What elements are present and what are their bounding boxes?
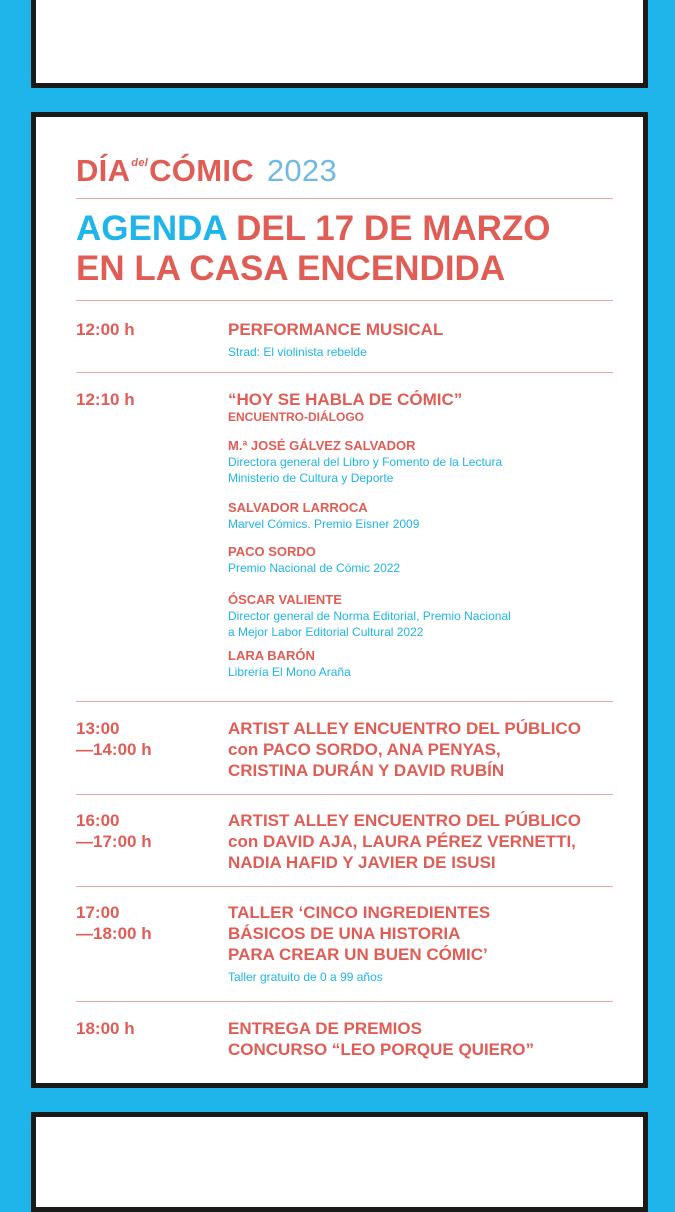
event-title: con DAVID AJA, LAURA PÉREZ VERNETTI,: [228, 832, 576, 851]
event-title: NADIA HAFID Y JAVIER DE ISUSI: [228, 853, 496, 872]
speaker: [228, 648, 613, 680]
event-time: [76, 810, 152, 852]
event-subtitle: ENCUENTRO-DIÁLOGO: [228, 410, 364, 424]
speaker: [228, 544, 613, 576]
event-title: CONCURSO “LEO PORQUE QUIERO”: [228, 1040, 535, 1059]
brand-del: del: [131, 157, 149, 169]
event-title: ARTIST ALLEY ENCUENTRO DEL PÚBLICO: [228, 811, 581, 830]
event-title: con PACO SORDO, ANA PENYAS,: [228, 740, 501, 759]
speaker-name: ÓSCAR VALIENTE: [228, 592, 342, 607]
speaker-role: Librería El Mono Araña: [228, 665, 351, 679]
speaker-role: Directora general del Libro y Fomento de la Lectura: [228, 455, 503, 469]
event-time-end: —14:00 h: [76, 740, 152, 759]
event-title: PERFORMANCE MUSICAL: [228, 320, 444, 339]
divider: [76, 1001, 613, 1002]
event-title: CRISTINA DURÁN Y DAVID RUBÍN: [228, 761, 505, 780]
event-title: PARA CREAR UN BUEN CÓMIC’: [228, 945, 488, 964]
speaker: [228, 438, 613, 486]
speaker-role: Director general de Norma Editorial, Premio Nacional: [228, 609, 511, 623]
divider: [76, 886, 613, 887]
event-time-end: —18:00 h: [76, 924, 152, 943]
event-time: [76, 718, 152, 760]
event-title: ENTREGA DE PREMIOS: [228, 1019, 422, 1038]
event-time: 12:00 h: [76, 320, 135, 339]
brand-comic: CÓMIC: [149, 153, 254, 188]
speaker-role: a Mejor Labor Editorial Cultural 2022: [228, 625, 424, 639]
event-brand: [76, 153, 337, 189]
headline-venue: EN LA CASA ENCENDIDA: [76, 249, 506, 288]
speaker-role: Ministerio de Cultura y Deporte: [228, 471, 394, 485]
divider: [76, 372, 613, 373]
event-title: ARTIST ALLEY ENCUENTRO DEL PÚBLICO: [228, 719, 581, 738]
event-time-start: 13:00: [76, 719, 120, 738]
headline-date: DEL 17 DE MARZO: [236, 209, 551, 248]
top-card: [31, 0, 648, 88]
speaker-role: Marvel Cómics. Premio Eisner 2009: [228, 517, 420, 531]
speaker-name: M.ª JOSÉ GÁLVEZ SALVADOR: [228, 438, 416, 453]
speaker-name: SALVADOR LARROCA: [228, 500, 368, 515]
speaker: [228, 500, 613, 532]
divider: [76, 300, 613, 301]
brand-dia: DÍA: [76, 153, 131, 188]
divider: [76, 701, 613, 702]
event-time: 12:10 h: [76, 390, 135, 409]
event-description: Taller gratuito de 0 a 99 años: [228, 970, 383, 984]
speaker-role: Premio Nacional de Cómic 2022: [228, 561, 401, 575]
event-title: BÁSICOS DE UNA HISTORIA: [228, 924, 461, 943]
agenda-card: [31, 112, 648, 1088]
headline-agenda: AGENDA: [76, 209, 227, 248]
page-title: [76, 209, 551, 289]
divider: [76, 794, 613, 795]
speaker: [228, 592, 613, 640]
event-time-start: 17:00: [76, 903, 120, 922]
event-time: [76, 902, 152, 944]
event-time-start: 16:00: [76, 811, 120, 830]
event-time-end: —17:00 h: [76, 832, 152, 851]
event-title: TALLER ‘CINCO INGREDIENTES: [228, 903, 491, 922]
event-description: Strad: El violinista rebelde: [228, 345, 367, 359]
speaker-name: LARA BARÓN: [228, 648, 315, 663]
divider: [76, 198, 613, 199]
bottom-card: [31, 1112, 648, 1212]
event-title: “HOY SE HABLA DE CÓMIC”: [228, 390, 463, 409]
brand-year: 2023: [266, 153, 338, 188]
event-time: 18:00 h: [76, 1019, 135, 1038]
speaker-name: PACO SORDO: [228, 544, 316, 559]
